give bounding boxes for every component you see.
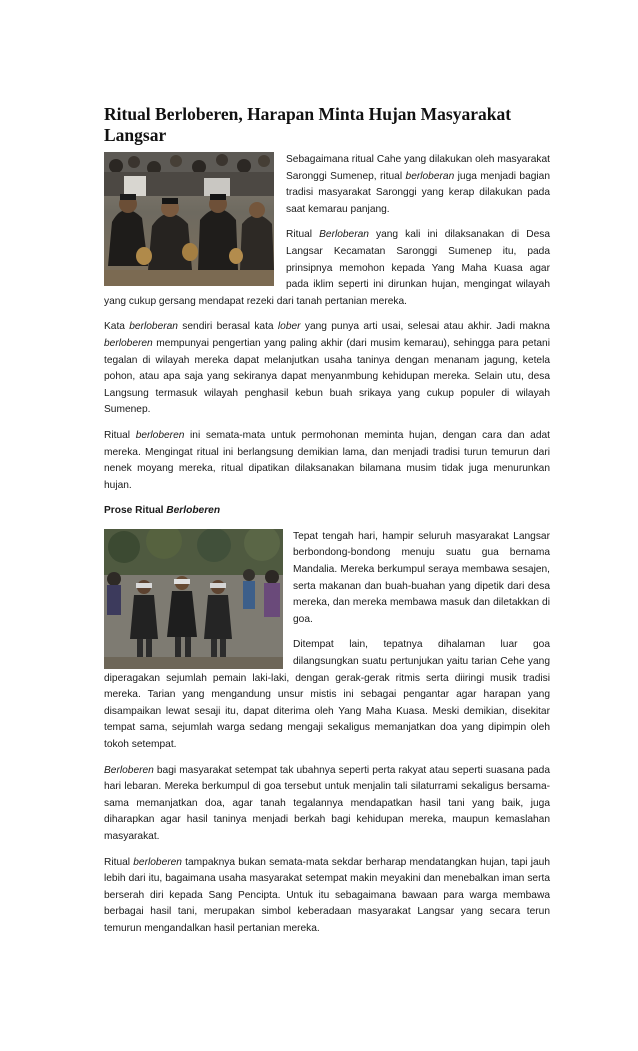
paragraph-3 — [104, 319, 550, 419]
section-heading: Prose Ritual Berloberen — [104, 505, 221, 517]
text-run: berloberen — [104, 337, 153, 349]
text-run: sendiri berasal kata — [177, 321, 278, 333]
text-run: Berloberen — [104, 764, 154, 776]
article-title: Ritual Berloberen, Harapan Minta Hujan Masyarakat Langsar — [104, 104, 512, 145]
text-run: Tepat tengah hari, hampir seluruh masyarakat Langsar berbondong-bondong menuju suatu gua bernama Mandalia. Mereka berkumpul seraya membawa sesajen, serta makanan dan buah-buahan yang dipetik dari desa mereka, dan mereka membawa masuk dan diletakkan di goa. — [293, 530, 550, 625]
text-run: mempunyai pengertian yang paling akhir (dari musim kemarau), sehingga para petani tegalan di wilayah mereka dapat melanjutkan usaha taninya dengan menanam jagung, ketela pohon, atau apa saja yang sekiranya dapat menyanmbung kehidupan mereka. Selain utu, desa Langsung termasuk wilayah penghasil kebun buah srikaya yang cukup populer di wilayah Sumenep. — [104, 337, 550, 416]
text-run: Ritual — [104, 429, 136, 441]
text-run: berloberan — [129, 321, 178, 333]
text-run: ini semata-mata untuk permohonan meminta hujan, dengan cara dan adat mereka. Mengingat ritual ini berlangsung demikian lama, dan menjadi tradisi turun temurun dari nenek moyang mereka, ritual dipatikan dilaksanakan bilamana musim tidak juga menurunkan hujan. — [104, 429, 550, 491]
text-run: berloberen — [135, 429, 185, 441]
paragraph-4 — [104, 428, 550, 494]
text-run: berloberan — [405, 170, 455, 182]
text-run: Sebagaimana ritual Cahe yang dilakukan oleh masyarakat Saronggi Sumenep, ritual — [286, 154, 550, 182]
text-run: yang kali ini dilaksanakan di Desa Langsar Kecamatan Saronggi Sumenep itu, pada prinsipnya memohon kepada Yang Maha Kuasa agar pada iklim seperti ini dirunkan hujan, mengingat wilayah yang cukup gersang mendapat rezeki dari tanah pertanian mereka. — [104, 229, 550, 307]
text-run: yang punya arti usai, selesai atau akhir. Jadi makna — [300, 321, 550, 333]
text-run: berloberen — [133, 856, 182, 868]
paragraph-7 — [104, 763, 550, 846]
text-run: Berloberan — [319, 229, 369, 241]
text-run: Ritual — [104, 856, 134, 868]
text-run: Ditempat lain, tepatnya dihalaman luar goa dilangsungkan suatu pertunjukan yaitu tarian Cehe yang diperagakan sejumlah pemain laki-laki, dengan gerak-gerak ritmis serta diiringi musik tradisi mereka. Tarian yang mengandung unsur mistis ini sebagai pengantar agar harapan yang disampaikan lewat sesaji itu, dapat diterima oleh Yang Maha Kuasa. Meski demikian, disekitar tempat sama, sejumlah warga sedang mengaji sekaligus memanjatkan doa yang dipimpin oleh tokoh setempat. — [104, 639, 550, 750]
paragraph-8 — [104, 855, 550, 938]
text-run: juga menjadi bagian tradisi masyarakat Saronggi yang kerap dilakukan pada saat kemarau panjang. — [286, 170, 550, 215]
text-run: bagi masyarakat setempat tak ubahnya seperti perta rakyat atau seperti suasana pada hari lebaran. Mereka berkumpul di goa tersebut untuk menjalin tali silaturrami sekaligus bersama-sama memanjatkan doa, agar tanah tegalannya mendapatkan hasil tani yang baik, juga diharapkan agar hasil taninya menjadi berkah bagi kehidupan mereka, maupun kemaslahan masyarakat. — [104, 764, 550, 842]
text-run: lober — [277, 321, 301, 333]
text-run: Ritual — [286, 229, 320, 241]
document-page — [104, 104, 550, 947]
ritual-gathering-photo — [104, 152, 274, 286]
text-run: tampaknya bukan semata-mata sekdar berharap mendatangkan hujan, tapi jauh lebih dari itu, bagaimana usaha masyarakat setempat makin meyakini dan menebalkan iman serta berserah diri kepada Sang Pencipta. Untuk itu sebagaimana bawaan para warga membawa berbagai hasil tani, merupakan simbol keberadaan masyarakat Langsar yang secara terun temurun mengandalkan hasil pertanian mereka. — [104, 856, 550, 934]
ritual-dance-photo — [104, 529, 283, 669]
text-run: Kata — [104, 321, 130, 333]
